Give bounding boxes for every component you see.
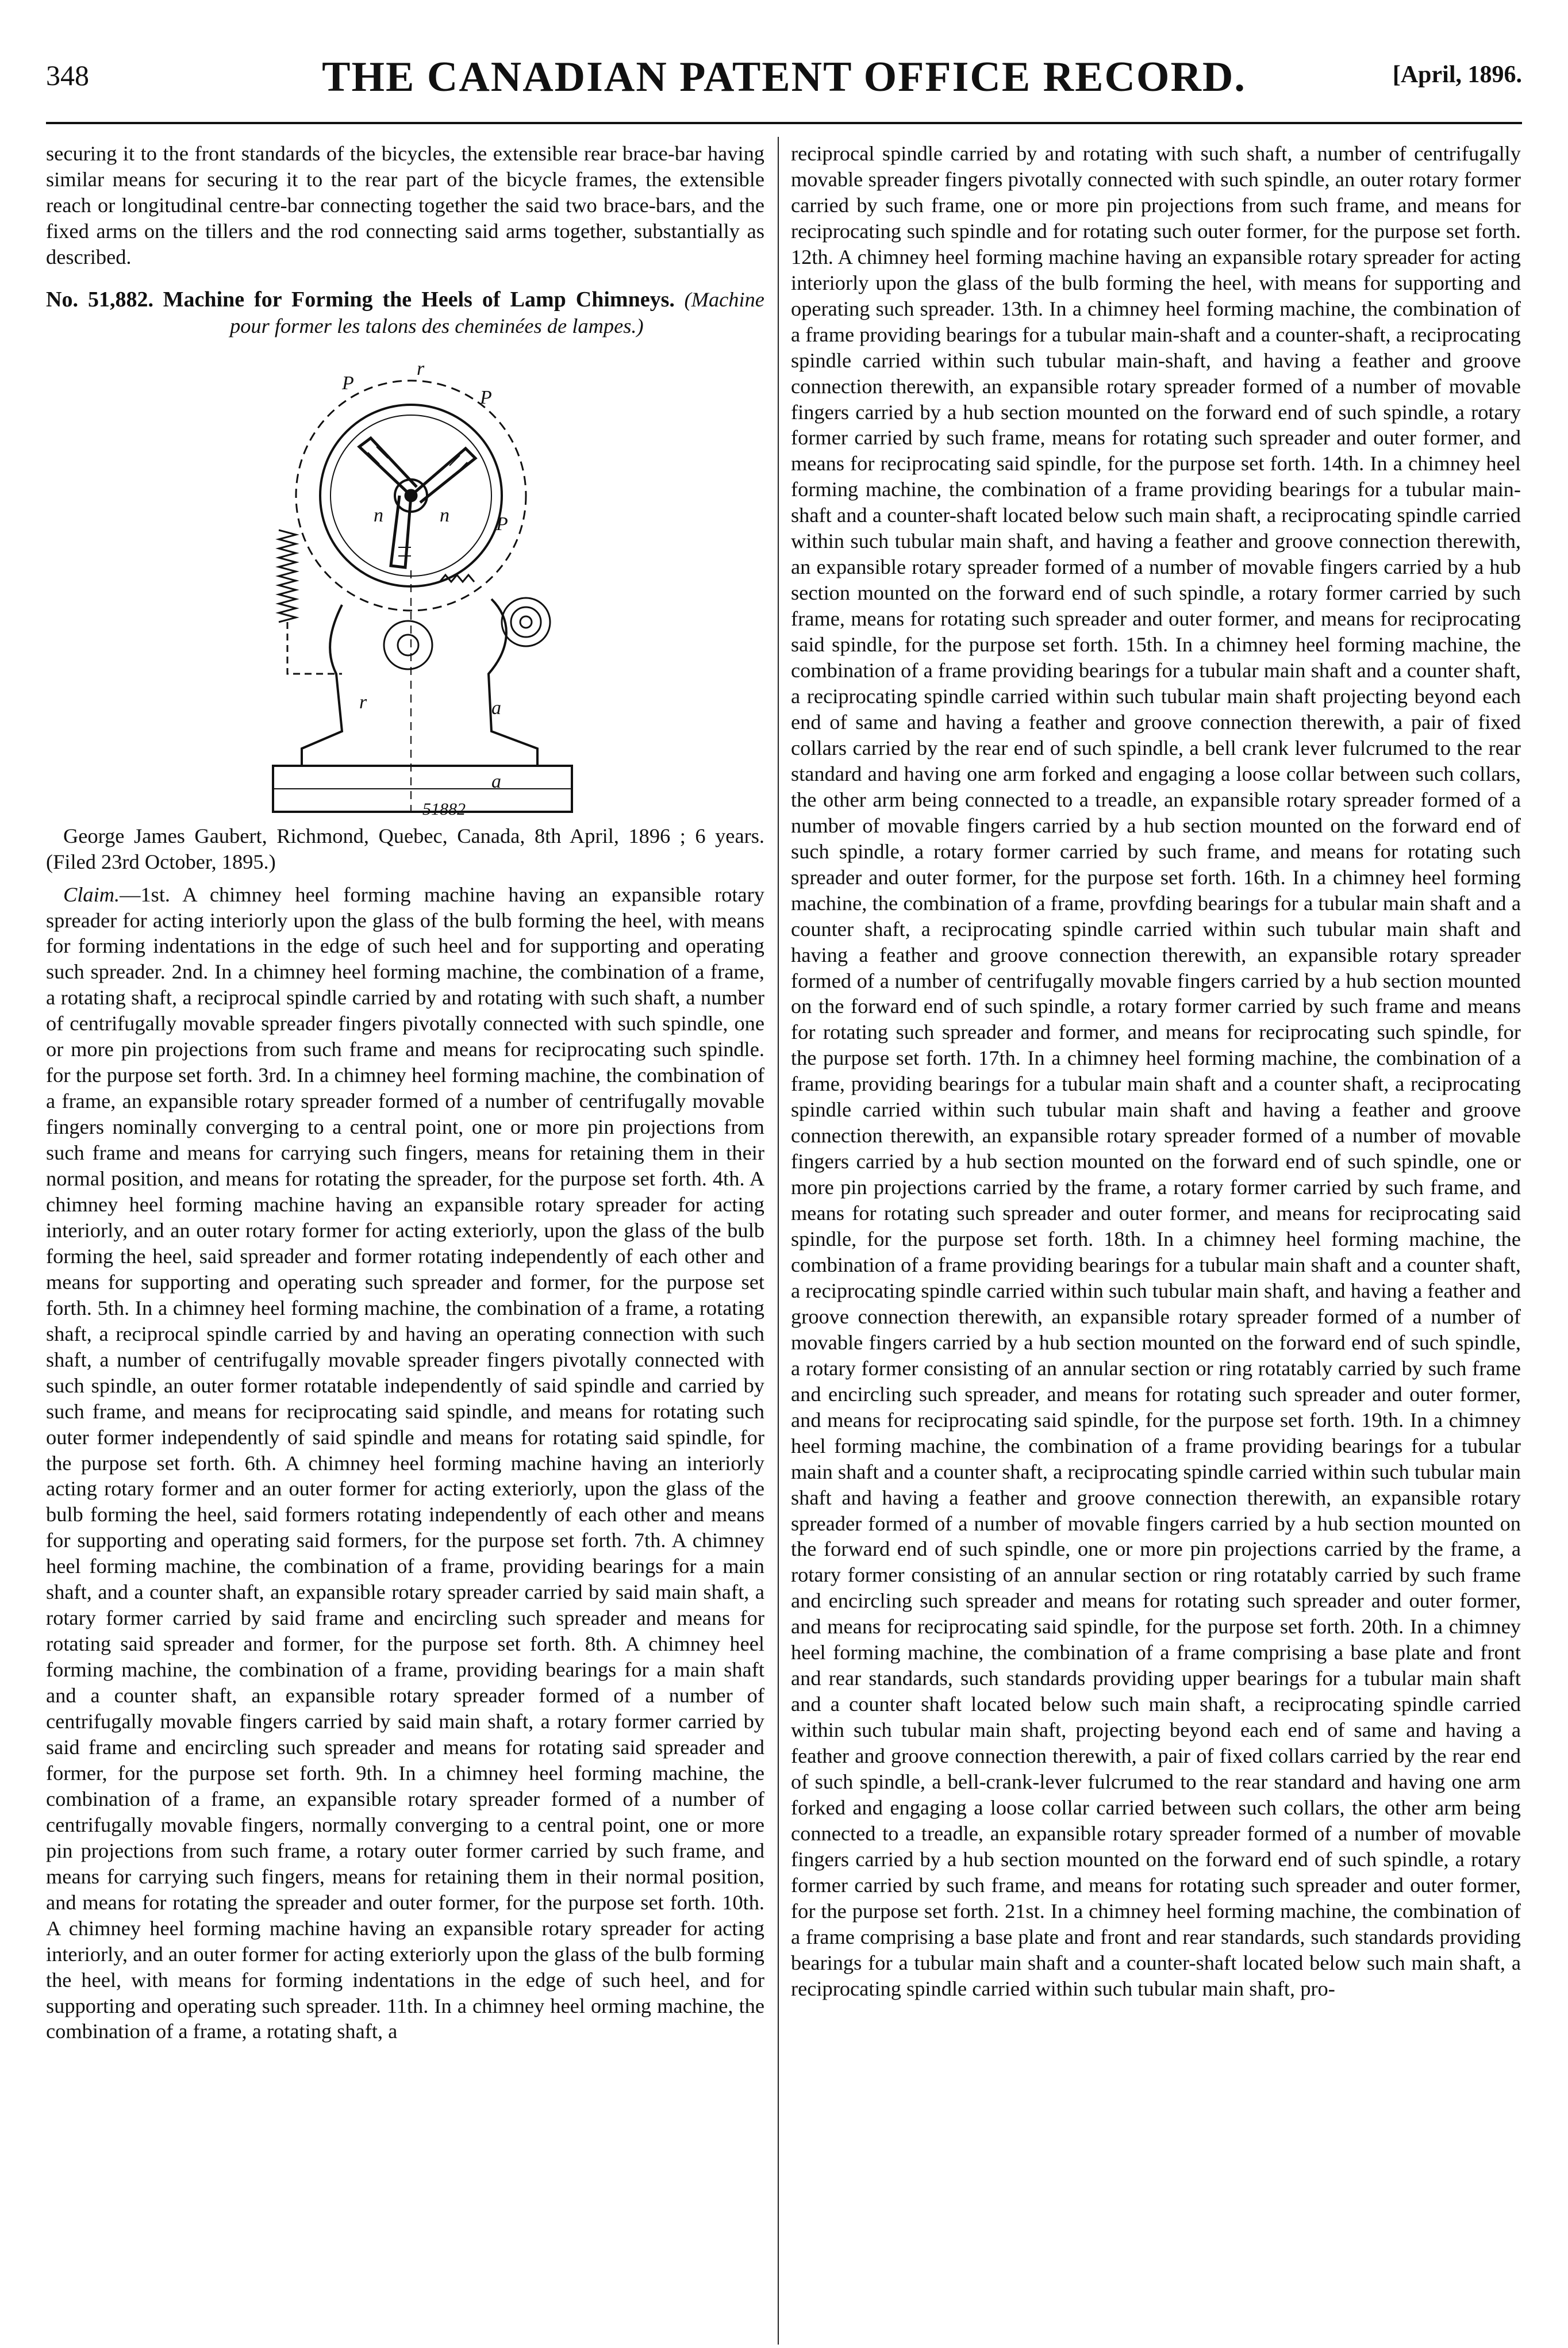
pulley-wheel: [502, 598, 550, 646]
figure-label: n: [374, 504, 383, 526]
left-column: [46, 141, 764, 2044]
spring: [279, 530, 296, 622]
page-number: 348: [46, 59, 89, 91]
page-header: [46, 53, 1522, 122]
inventor-details: George James Gaubert, Richmond, Quebec, Canada, 8th April, 1896 ; 6 years. (Filed 23rd October, 1895.): [46, 824, 764, 873]
figure-label: P: [480, 386, 492, 408]
figure-label: P: [496, 513, 508, 535]
column-divider: [778, 137, 779, 2345]
right-column: [791, 141, 1521, 2002]
claims-continuation: reciprocal spindle carried by and rotating with such shaft, a number of centrifugally movable spreader fingers pivotally connected with such spindle, an outer rotary former carried by such frame, one or more pin projections from such frame, and means for reciprocating such spindle and for rotating such outer former, for the purpose set forth. 12th. A chimney heel forming machine having an expansible rotary spreader for acting interiorly upon the glass of the bulb forming the heel, with means for supporting and operating such spreader. 13th. In a chimney heel forming machine, the combination of a frame providing bearings for a tubular main-shaft and a counter-shaft, a reciprocating spindle carried within such tubular main-shaft, and having a feather and groove connection therewith, an expansible rotary spreader formed of a number of movable fingers carried by a hub section mounted on the forward end of such spindle, a rotary former carried by such frame, means for rotating such spreader and outer former, and means for reciprocating said spindle, for the purpose set forth. 14th. In a chimney heel forming machine, the combination of a frame providing bearings for a tubular main-shaft and a counter-shaft located below such main shaft, a reciprocating spindle carried within such tubular main shaft, and having a feather and groove connection therewith, an expansible rotary spreader formed of a number of movable fingers carried by a hub section mounted on the forward end of such spindle, a rotary former carried by such frame, means for rotating such spreader and outer former, and means for reciprocating said spindle, for the purpose set forth. 15th. In a chimney heel forming machine, the combination of a frame providing bearings for a tubular main shaft and a counter shaft, a reciprocating spindle carried within such tubular main shaft projecting beyond each end of same and having a feather and groove connection therewith, a pair of fixed collars carried by the rear end of such spindle, a bell crank lever fulcrumed to the rear standard and having one arm forked and engaging a loose collar between such collars, the other arm being connected to a treadle, an expansible rotary spreader formed of a number of movable fingers carried by a hub section mounted on the forward end of such spindle, a rotary former carried by such frame, and means for rotating such spreader and outer former, for the purpose set forth. 16th. In a chimney heel forming machine, the combination of a frame, provfding bearings for a tubular main shaft and a counter shaft, a reciprocating spindle carried within such tubular main shaft and having a feather and groove connection therewith, an expansible rotary spreader formed of a number of centrifugally movable fingers carried by a hub section mounted on the forward end of such spindle, a rotary former carried by such frame and means for rotating such spreader and former, and means for reciprocating such spindle, for the purpose set forth. 17th. In a chimney heel forming machine, the combination of a frame, providing bearings for a tubular main shaft and a counter shaft, a reciprocating spindle carried within such tubular main shaft and having a feather and groove connection therewith, an expansible rotary spreader formed of a number of movable fingers carried by a hub section mounted on the forward end of such spindle, one or more pin projections carried by the frame, a rotary former carried by such frame, and means for rotating such spreader and outer former, and means for reciprocating said spindle, for the purpose set forth. 18th. In a chimney heel forming machine, the combination of a frame providing bearings for a tubular main shaft and a counter shaft, a reciprocating spindle carried within such tubular main shaft, and having a feather and groove connection therewith, an expansible rotary spreader formed of a number of movable fingers carried by a hub section mounted on the forward end of such spindle, a rotary former consisting of an annular section or ring rotatably carried by such frame and encircling such spreader, and means for rotating such spreader and outer former, and means for reciprocating said spindle, for the purpose set forth. 19th. In a chimney heel forming machine, the combination of a frame providing bearings for a tubular main shaft and a counter shaft, a reciprocating spindle carried within such tubular main shaft and having a feather and groove connection therewith, an expansible rotary spreader formed of a number of movable fingers carried by a hub section mounted on the forward end of such spindle, one or more pin projections carried by the frame, a rotary former consisting of an annular section or ring rotatably carried by such frame and encircling such spreader and means for rotating such spreader and outer former, and means for reciprocating said spindle, for the purpose set forth. 20th. In a chimney heel forming machine, the combination of a frame comprising a base plate and front and rear standards, such standards providing upper bearings for a tubular main shaft and a counter shaft located below such main shaft, a reciprocating spindle carried within such tubular main shaft, projecting beyond each end of same and having a feather and groove connection therewith, a pair of fixed collars carried by the rear end of such spindle, a bell-crank-lever fulcrumed to the rear standard and having one arm forked and engaging a loose collar carried between such collars, the other arm being connected to a treadle, an expansible rotary spreader formed of a number of movable fingers carried by a hub section mounted on the forward end of such spindle, a rotary former carried by such frame, and means for rotating such spreader and outer former, for the purpose set forth. 21st. In a chimney heel forming machine, the combination of a frame comprising a base plate and front and rear standards, such standards providing bearings for a tubular main shaft and a counter-shaft located below such main shaft, a reciprocating spindle carried within such tubular main shaft, pro-: [791, 142, 1521, 2000]
patent-drawing: [170, 352, 641, 818]
patent-heading: [46, 286, 764, 339]
claims-text: —1st. A chimney heel forming machine having an expansible rotary spreader for acting interiorly upon the glass of the bulb forming the heel, with means for forming indentations in the edge of such heel and for supporting and operating such spreader. 2nd. In a chimney heel forming machine, the combination of a frame, a rotating shaft, a reciprocal spindle carried by and rotating with such shaft, a number of centrifugally movable spreader fingers pivotally connected with such spindle, one or more pin projections from such frame and means for reciprocating such spindle. for the purpose set forth. 3rd. In a chimney heel forming machine, the combination of a frame, an expansible rotary spreader formed of a number of centrifugally movable fingers nominally converging to a central point, one or more pin projections from such frame and means for carrying such fingers, means for retaining them in their normal position, and means for rotating the spreader, for the purpose set forth. 4th. A chimney heel forming machine having an expansible rotary spreader for acting interiorly, and an outer rotary former for acting exteriorly, upon the glass of the bulb forming the heel, said spreader and former rotating independently of each other and means for supporting and operating such spreader and former, for the purpose set forth. 5th. In a chimney heel forming machine, the combination of a frame, a rotating shaft, a reciprocal spindle carried by and having an operating connection with such shaft, a number of centrifugally movable spreader fingers pivotally connected with such spindle, an outer former rotatable independently of said spindle and carried by such frame, and means for reciprocating said spindle, and means for rotating such outer former independently of said spindle and means for rotating said spindle, for the purpose set forth. 6th. A chimney heel forming machine having an interiorly acting rotary former and an outer former for acting exteriorly, upon the glass of the bulb forming the heel, said formers rotating independently of each other and means for supporting and operating said formers, for the purpose set forth. 7th. A chimney heel forming machine, the combination of a frame, providing bearings for a main shaft, and a counter shaft, an expansible rotary spreader carried by said main shaft, a rotary former carried by said frame and encircling such spreader and means for rotating said spreader and former, for the purpose set forth. 8th. A chimney heel forming machine, the combination of a frame, providing bearings for a main shaft and a counter shaft, an expansible rotary spreader formed of a number of centrifugally movable fingers carried by said main shaft, a rotary former carried by said frame and encircling such spreader and means for rotating said spreader and former, for the purpose set forth. 9th. In a chimney heel forming machine, the combination of a frame, an expansible rotary spreader formed of a number of centrifugally movable fingers, normally converging to a central point, one or more pin projections from such frame, a rotary outer former carried by such frame, and means for carrying such fingers, means for retaining them in their normal position, and means for rotating the spreader and outer former, for the purpose set forth. 10th. A chimney heel forming machine having an expansible rotary spreader for acting interiorly, and an outer former for acting exteriorly upon the glass of the bulb forming the heel, with means for forming indentations in the edge of such heel, and for supporting and operating such spreader. 11th. In a chimney heel orming machine, the combination of a frame, a rotating shaft, a: [46, 883, 764, 2043]
figure-label: r: [417, 358, 425, 379]
figure-label: P: [342, 372, 354, 394]
figure-caption: 51882: [422, 799, 466, 818]
issue-date: [April, 1896.: [1392, 62, 1522, 88]
continued-paragraph: securing it to the front standards of the bicycles, the extensible rear brace-bar having similar means for securing it to the rear part of the bicycle frames, the extensible reach or longitudinal centre-bar connecting together the said two brace-bars, and the fixed arms on the tillers and the rod connecting said arms together, substantially as described.: [46, 142, 764, 268]
patent-french-title: (Machine pour former les talons des cheminées de lampes.): [230, 287, 764, 337]
spreader-finger: [391, 496, 411, 567]
figure-label: n: [440, 504, 449, 526]
claims-label: Claim.: [63, 883, 120, 906]
header-rule: [46, 122, 1522, 124]
journal-title: THE CANADIAN PATENT OFFICE RECORD.: [322, 53, 1246, 101]
figure-label: a: [491, 770, 501, 792]
figure-label: a: [491, 697, 501, 719]
figure-label: r: [359, 691, 367, 713]
counter-shaft-pulley: [384, 621, 432, 669]
claims-paragraph: [46, 882, 764, 2045]
spreader-finger: [411, 448, 475, 502]
spreader-finger: [359, 438, 417, 496]
patent-title: Machine for Forming the Heels of Lamp Chimneys.: [163, 287, 675, 312]
patent-number: No. 51,882.: [46, 287, 153, 312]
